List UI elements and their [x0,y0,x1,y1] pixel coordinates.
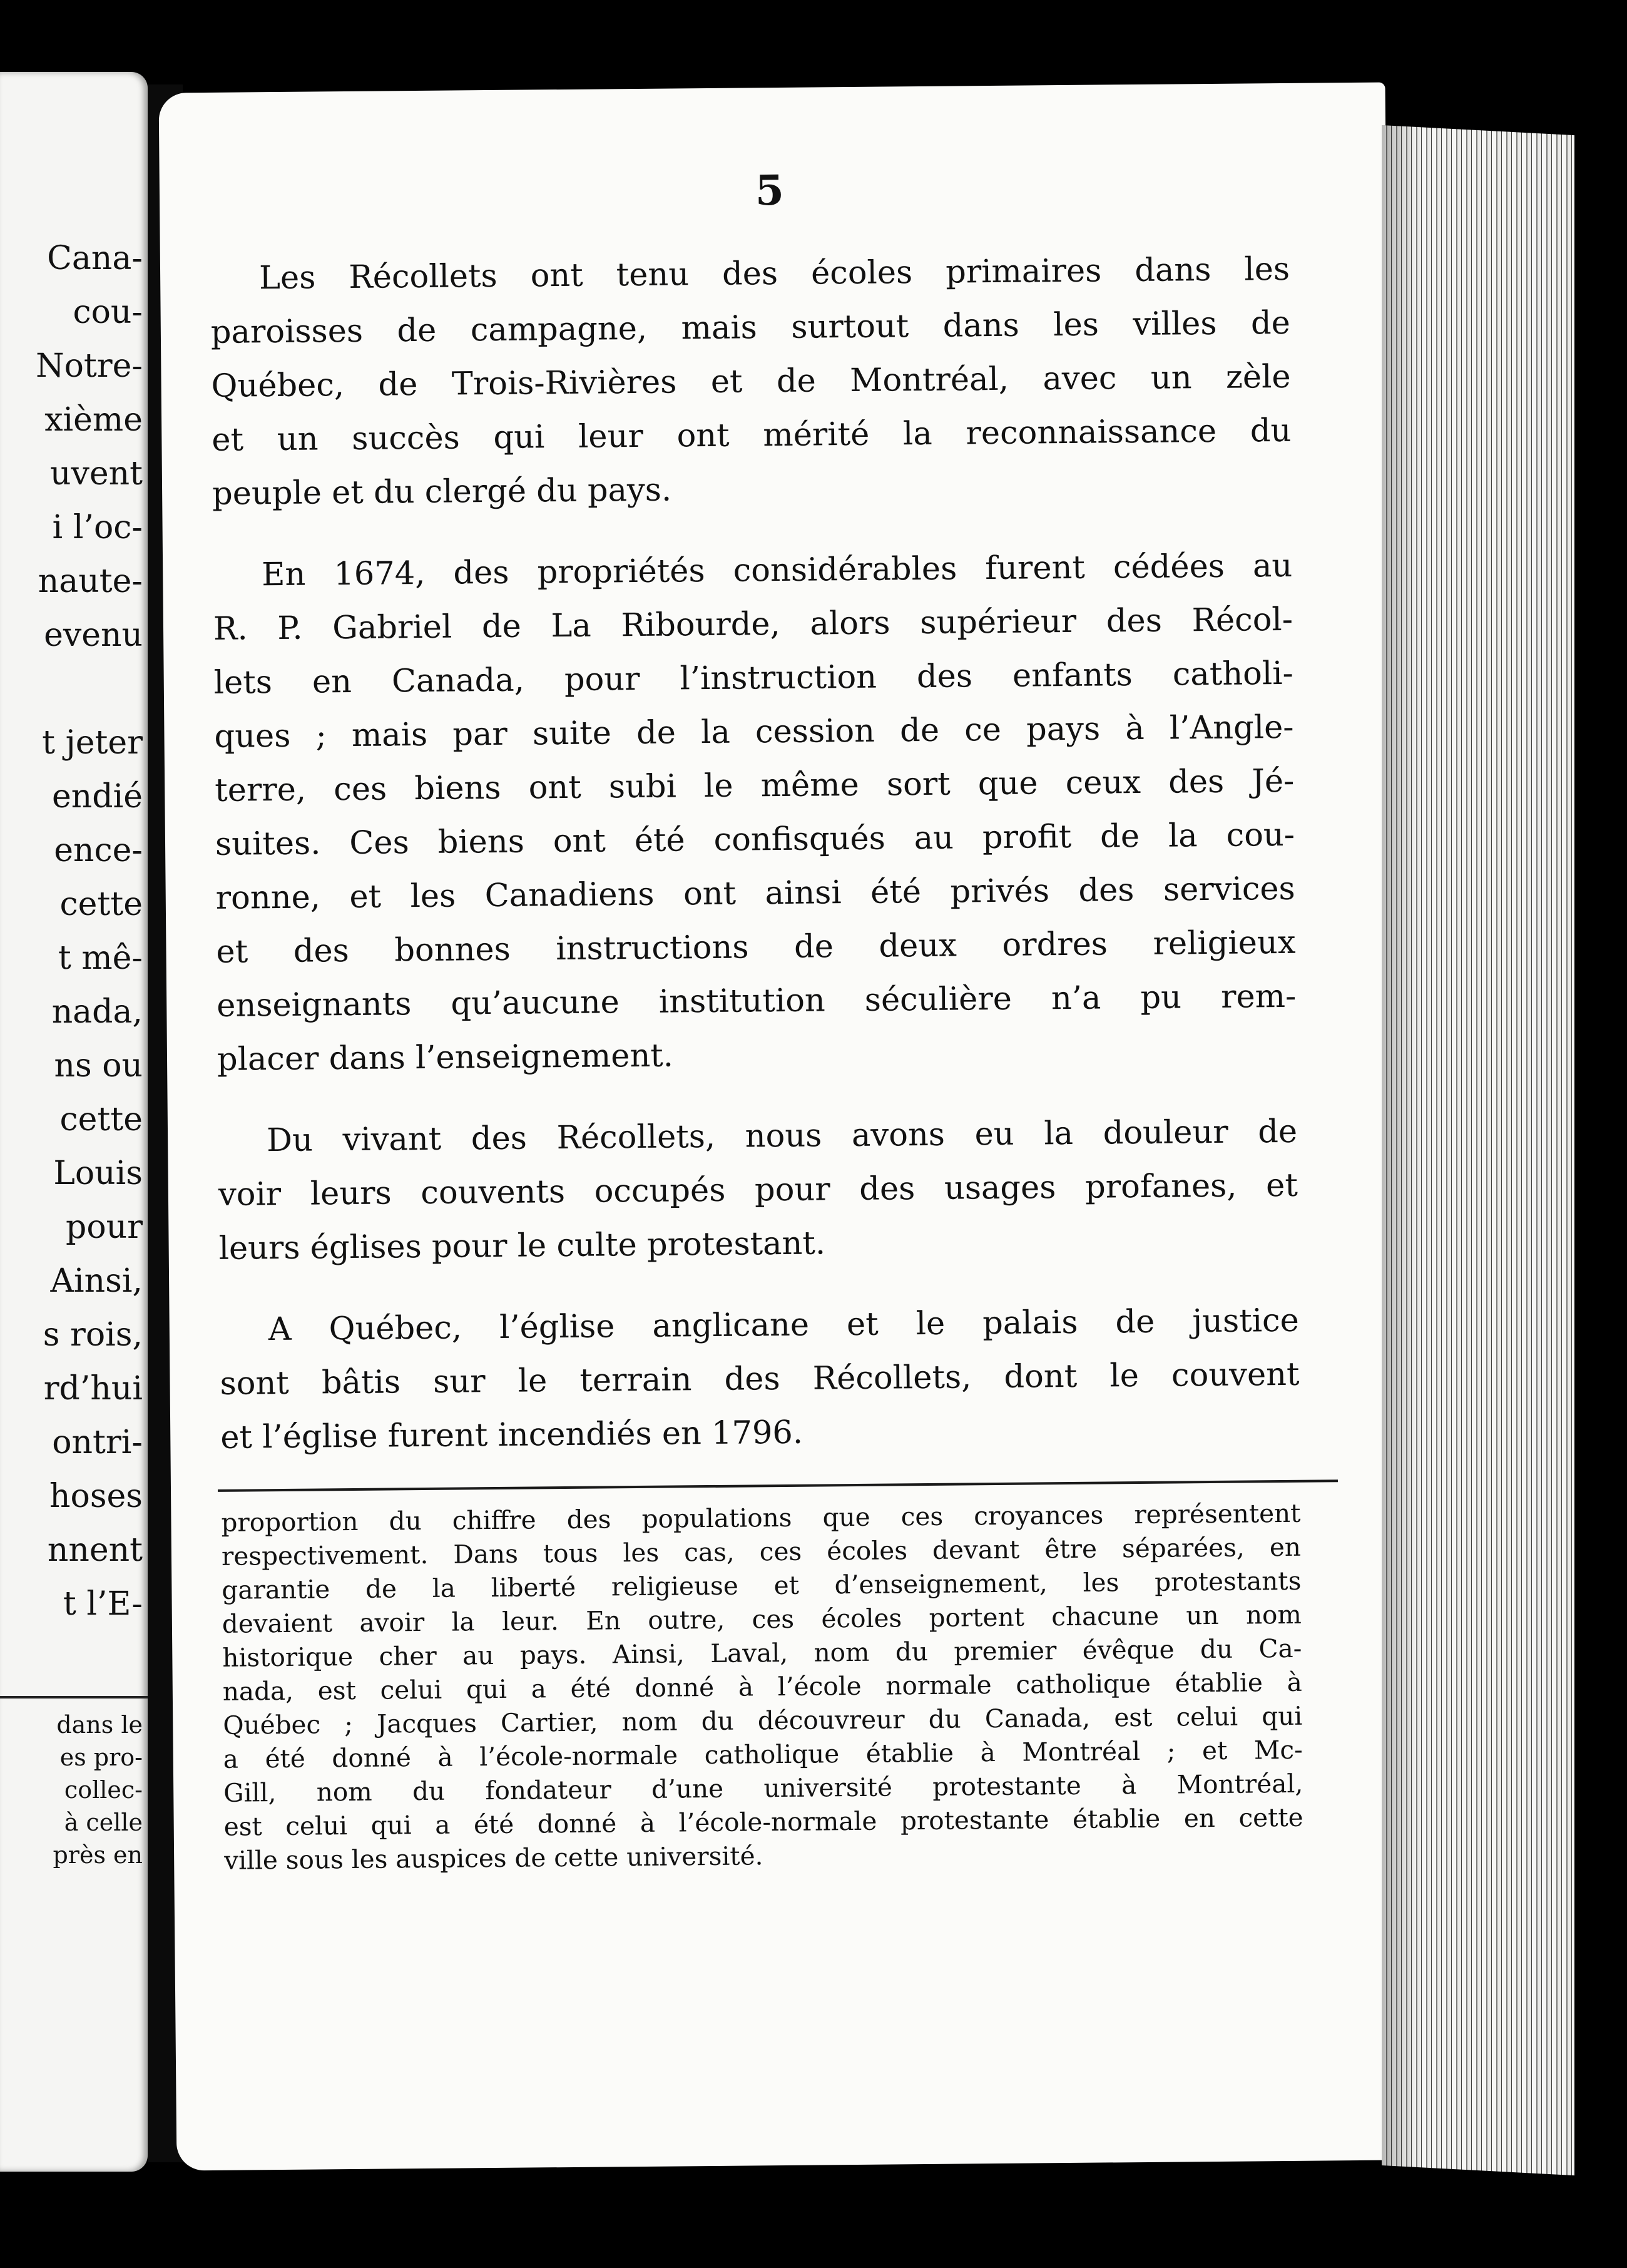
text-line: Du vivant des Récollets, nous avons eu la douleur de [266,1113,1298,1160]
text-line: peuple et du clergé du pays. [212,471,672,513]
left-line: uvent [49,455,143,493]
left-line: nnent [47,1531,143,1569]
footnote-line: Gill, nom du fondateur d’une université protestante à Montréal, [223,1768,1303,1808]
text-line: leurs églises pour le culte protestant. [218,1225,826,1267]
left-line: ns ou [54,1047,143,1085]
text-line: et des bonnes instructions de deux ordres religieux [216,924,1296,971]
text-line: ques ; mais par suite de la cession de ce pays à l’Angle- [214,708,1294,755]
text-line: sont bâtis sur le terrain des Récollets, dont le couvent [220,1356,1300,1402]
text-line: lets en Canada, pour l’instruction des enfants catholi- [213,655,1293,702]
text-line: En 1674, des propriétés considérables furent cédées au [262,547,1293,594]
left-footnote-line: collec- [64,1776,143,1804]
left-footnote-line: es pro- [59,1744,143,1771]
text-line: et l’église furent incendiés en 1796. [220,1414,803,1456]
footnote-line: historique cher au pays. Ainsi, Laval, nom du premier évêque du Ca- [222,1633,1302,1673]
body-text [210,243,1300,1493]
left-line: naute- [38,563,143,600]
paragraph [213,539,1297,1087]
left-footnote-line: dans le [56,1711,143,1739]
left-line: s rois, [43,1316,143,1354]
text-line: terre, ces biens ont subi le même sort que ceux des Jé- [215,762,1295,809]
left-line [0,662,143,716]
left-line: Ainsi, [50,1262,143,1300]
left-line: i l’oc- [52,509,143,546]
left-line: cette [59,886,143,923]
left-line: Notre- [36,347,143,385]
footnote-line: a été donné à l’école-normale catholique établie à Montréal ; et Mc- [223,1734,1303,1774]
footnote-line: est celui qui a été donné à l’école-normale protestante établie en cette [223,1802,1303,1842]
footnote-line: respectivement. Dans tous les cas, ces écoles devant être séparées, en [221,1531,1302,1571]
left-line: evenu [44,616,143,654]
left-page-fragment [0,72,148,2172]
left-page-body [0,232,143,1631]
footnote-line: devaient avoir la leur. En outre, ces écoles portent chacune un nom [222,1599,1302,1639]
paragraph [218,1105,1298,1276]
footnote-line: proportion du chiffre des populations que ces croyances représentent [221,1498,1301,1538]
text-line: paroisses de campagne, mais surtout dans les villes de [210,304,1291,351]
text-line: placer dans l’enseignement. [217,1037,674,1078]
paragraph [210,243,1292,521]
left-footnote-line: à celle [64,1809,143,1836]
text-line: A Québec, l’église anglicane et le palais de justice [268,1302,1299,1349]
left-line: t l’E- [63,1585,143,1623]
left-line: nada, [51,993,143,1031]
text-line: enseignants qu’aucune institution séculière n’a pu rem- [217,978,1297,1024]
page-edge-shadow [1382,125,1419,2190]
left-line: pour [66,1208,143,1246]
left-page-footnote [0,1709,143,1871]
text-line: suites. Ces biens ont été confisqués au profit de la cou- [215,816,1295,863]
main-page [159,83,1404,2171]
footnote-line: ville sous les auspices de cette université. [223,1841,763,1876]
left-footnote-rule [0,1696,148,1698]
left-line: ontri- [52,1424,143,1461]
text-line: R. P. Gabriel de La Ribourde, alors supérieur des Récol- [213,601,1293,648]
left-line: Cana- [47,240,143,277]
left-line: Louis [53,1155,143,1192]
text-line: Les Récollets ont tenu des écoles primaires dans les [258,250,1290,297]
left-line: cette [59,1101,143,1138]
footnote-line: garantie de la liberté religieuse et d’enseignement, les protestants [222,1565,1302,1605]
left-footnote-line: près en [53,1841,143,1869]
left-line: cou- [73,294,143,331]
left-line: t jeter [42,724,143,762]
text-line: et un succès qui leur ont mérité la reconnaissance du [212,412,1292,459]
paragraph [219,1294,1300,1465]
footnote [221,1496,1303,1877]
page-number: 5 [755,165,785,215]
left-line: xième [44,401,143,439]
left-line: endié [52,778,143,815]
text-line: ronne, et les Canadiens ont ainsi été privés des services [215,870,1295,917]
footnote-line: Québec ; Jacques Cartier, nom du découvreur du Canada, est celui qui [223,1700,1303,1740]
left-line: hoses [49,1478,143,1515]
text-line: voir leurs couvents occupés pour des usages profanes, et [218,1167,1298,1213]
text-line: Québec, de Trois-Rivières et de Montréal, avec un zèle [211,358,1291,405]
left-line: t mê- [58,939,143,977]
footnote-line: nada, est celui qui a été donné à l’école normale catholique établie à [222,1667,1302,1707]
left-line: rd’hui [43,1370,143,1407]
left-line: ence- [54,832,143,869]
